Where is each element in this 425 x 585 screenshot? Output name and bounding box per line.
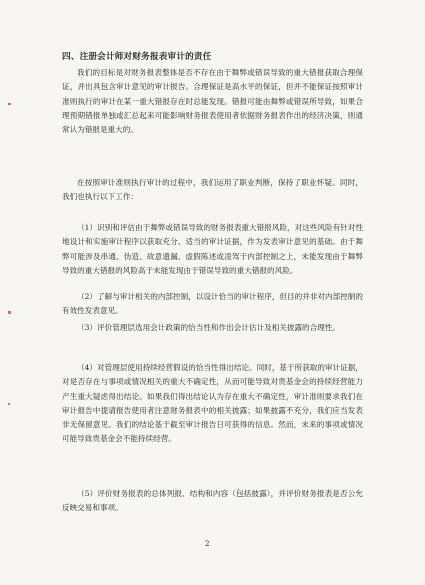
paragraph-professional-judgment: 在按照审计准则执行审计的过程中，我们运用了职业判断，保持了职业怀疑。同时，我们也执行以下工作： [62, 178, 363, 202]
margin-mark [8, 403, 10, 405]
paragraph-item-5: （5）评价财务报表的总体列报、结构和内容（包括披露），并评价财务报表是否公允反映交易和事项。 [62, 489, 363, 513]
margin-mark [8, 103, 11, 105]
paragraph-objective: 我们的目标是对财务报表整体是否不存在由于舞弊或错误导致的重大错报获取合理保证，并出具包含审计意见的审计报告。合理保证是高水平的保证，但并不能保证按照审计准则执行的审计在某一重大错报存在时总能发现。错报可能由舞弊或错误所导致，如果合理预期错报单独或汇总起来可能影响财务报表使用者依据财务报表作出的经济决策，则通常认为错报是重大的。 [62, 68, 363, 135]
page-number: 2 [205, 540, 210, 548]
section-heading: 四、注册会计师对财务报表审计的责任 [62, 52, 212, 62]
paragraph-item-4: （4）对管理层使用持续经营假设的恰当性得出结论。同时，基于所获取的审计证据，对是否存在与事项或情况相关的重大不确定性，从而可能导致对贵基金会的持续经营能力产生重大疑虑得出结论。如果我们得出结论认为存在重大不确定性，审计准则要求我们在审计报告中提请报告使用者注意财务报表中的相关披露；如果披露不充分，我们应当发表非无保留意见。我们的结论基于截至审计报告日可获得的信息。然而，未来的事项或情况可能导致贵基金会不能持续经营。 [62, 363, 363, 444]
margin-mark [8, 311, 11, 314]
paragraph-item-1: （1）识别和评估由于舞弊或错误导致的财务报表重大错报风险，对这些风险有针对性地设计和实施审计程序以获取充分、适当的审计证据，作为发表审计意见的基础。由于舞弊可能涉及串通、伪造、故意遗漏、虚假陈述或凌驾于内部控制之上，未能发现由于舞弊导致的重大错报的风险高于未能发现由于错误导致的重大错报的风险。 [62, 223, 363, 275]
paragraph-item-3: （3）评价管理层选用会计政策的恰当性和作出会计估计及相关披露的合理性。 [77, 323, 341, 332]
paragraph-item-2: （2）了解与审计相关的内部控制，以设计恰当的审计程序，但目的并非对内部控制的有效性发表意见。 [62, 292, 363, 316]
